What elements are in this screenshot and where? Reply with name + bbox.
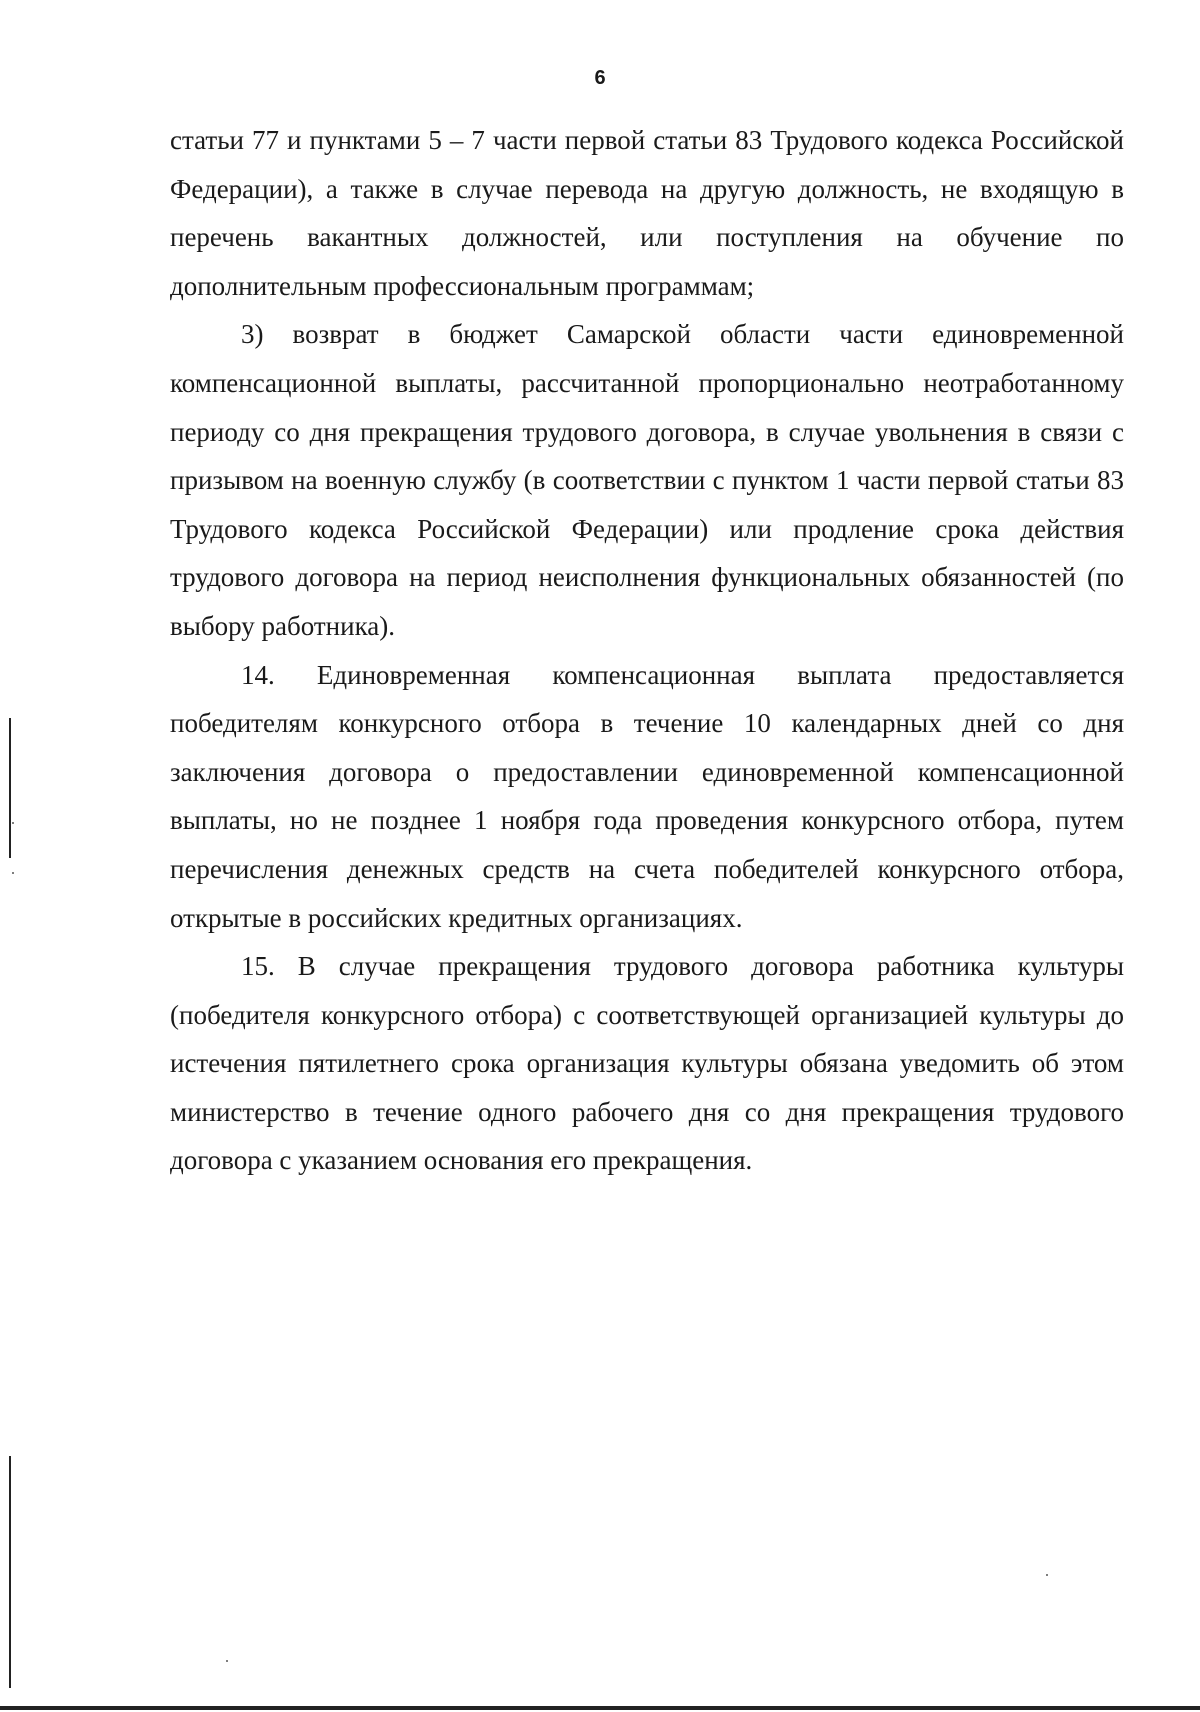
scan-speck [1046, 1574, 1048, 1576]
scan-edge-mark [9, 1456, 11, 1688]
paragraph-continuation: статьи 77 и пунктами 5 – 7 части первой статьи 83 Трудового кодекса Российской Федерации), а также в случае перевода на другую должность, не входящую в перечень вакантных должностей, или поступления на обучение по дополнительным профессиональным программам; [170, 125, 1124, 301]
scan-speck [12, 872, 14, 874]
scan-edge-mark [9, 718, 11, 858]
paragraph-clause-15: 15. В случае прекращения трудового договора работника культуры (победителя конкурсного отбора) с соответствующей организацией культуры до истечения пятилетнего срока организация культуры обязана уведомить об этом министерство в течение одного рабочего дня со дня прекращения трудового договора с указанием основания его прекращения. [170, 951, 1124, 1176]
scan-speck [226, 1660, 228, 1662]
document-body [170, 116, 1124, 1185]
page-number: 6 [594, 67, 606, 89]
paragraph-item-3: 3) возврат в бюджет Самарской области части единовременной компенсационной выплаты, рассчитанной пропорционально неотработанному периоду со дня прекращения трудового договора, в случае увольнения в связи с призывом на военную службу (в соответствии с пунктом 1 части первой статьи 83 Трудового кодекса Российской Федерации) или продление срока действия трудового договора на период неисполнения функциональных обязанностей (по выбору работника). [170, 319, 1124, 641]
scan-bottom-edge [0, 1706, 1200, 1710]
paragraph-clause-14: 14. Единовременная компенсационная выплата предоставляется победителям конкурсного отбора в течение 10 календарных дней со дня заключения договора о предоставлении единовременной компенсационной выплаты, но не позднее 1 ноября года проведения конкурсного отбора, путем перечисления денежных средств на счета победителей конкурсного отбора, открытые в российских кредитных организациях. [170, 659, 1124, 933]
scan-speck [12, 822, 14, 824]
